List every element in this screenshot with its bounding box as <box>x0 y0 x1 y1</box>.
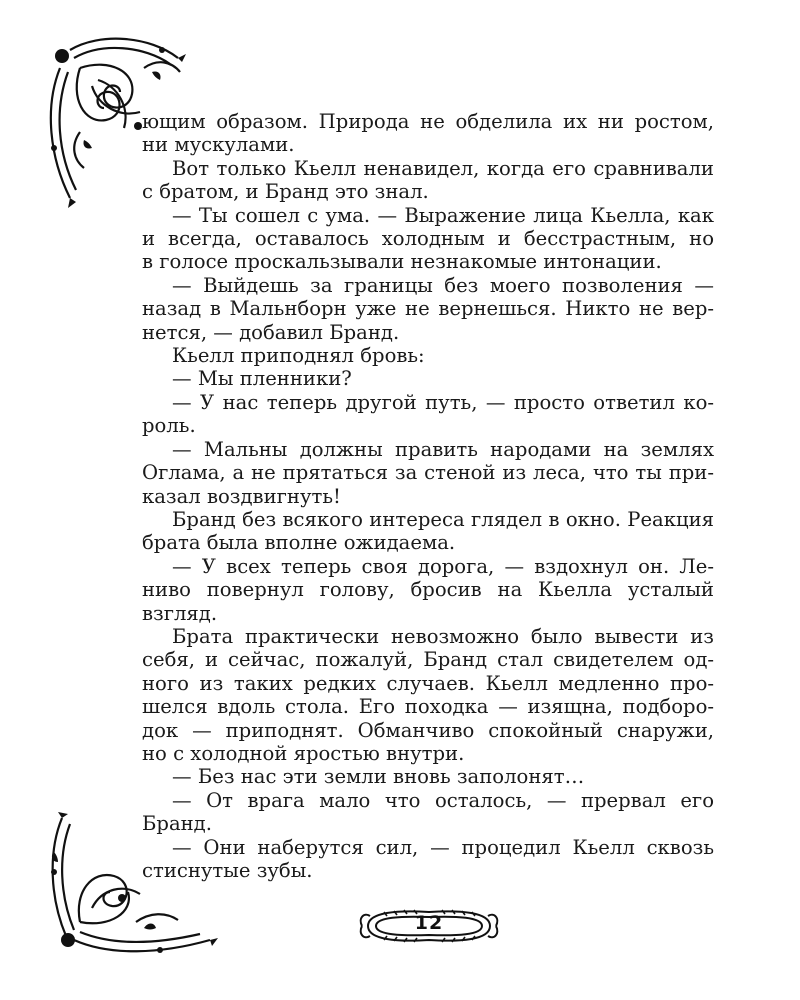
text-line: ни мускулами. <box>142 133 295 157</box>
text-line: — Ты сошел с ума. — Выражение лица Кьелла, как <box>172 203 714 227</box>
text-line: назад в Мальнборн уже не вернешься. Никто не вер- <box>142 297 714 321</box>
text-line: стиснутые зубы. <box>142 859 313 882</box>
text-line: — Мальны должны править народами на землях <box>172 437 714 461</box>
text-line: Бранд. <box>142 812 212 836</box>
text-line: ющим образом. Природа не обделила их ни ростом, <box>142 110 714 133</box>
text-line: — Мы пленники? <box>172 367 352 391</box>
body-text <box>142 110 714 882</box>
text-line: ниво повернул голову, бросив на Кьелла усталый <box>142 578 714 602</box>
text-line: Бранд без всякого интереса глядел в окно. Реакция <box>172 507 714 531</box>
text-line: — Они наберутся сил, — процедил Кьелл сквозь <box>172 835 714 859</box>
text-line: брата была вполне ожидаема. <box>142 531 456 555</box>
text-line: — Без нас эти земли вновь заполонят… <box>172 765 585 789</box>
page-number: 12 <box>414 912 444 934</box>
text-line: с братом, и Бранд это знал. <box>142 180 429 204</box>
text-line: — От врага мало что осталось, — прервал его <box>172 788 714 812</box>
text-line: роль. <box>142 414 196 438</box>
text-line: казал воздвигнуть! <box>142 484 341 508</box>
text-line: шелся вдоль стола. Его походка — изящна, подборо- <box>142 695 714 719</box>
text-line: но с холодной яростью внутри. <box>142 741 465 765</box>
text-line: — У нас теперь другой путь, — просто ответил ко- <box>172 390 714 414</box>
text-line: Оглама, а не прятаться за стеной из леса, что ты при- <box>142 461 714 485</box>
text-line: себя, и сейчас, пожалуй, Бранд стал свидетелем од- <box>142 648 714 672</box>
text-line: Брата практически невозможно было вывести из <box>172 624 714 648</box>
text-line: и всегда, оставалось холодным и бесстрастным, но <box>142 227 714 251</box>
text-line: нется, — добавил Бранд. <box>142 320 400 344</box>
text-line: Кьелл приподнял бровь: <box>172 344 425 368</box>
text-line: — У всех теперь своя дорога, — вздохнул он. Ле- <box>172 554 714 578</box>
text-line: взгляд. <box>142 601 218 625</box>
text-line: в голосе проскальзывали незнакомые интонации. <box>142 250 662 274</box>
text-line: — Выйдешь за границы без моего позволения — <box>172 273 714 297</box>
text-line: ного из таких редких случаев. Кьелл медленно про- <box>142 671 714 695</box>
text-line: Вот только Кьелл ненавидел, когда его сравнивали <box>172 156 714 180</box>
corner-ornament-bottom <box>40 812 220 960</box>
page-number-plate <box>358 906 500 946</box>
text-line: док — приподнят. Обманчиво спокойный снаружи, <box>142 718 714 742</box>
